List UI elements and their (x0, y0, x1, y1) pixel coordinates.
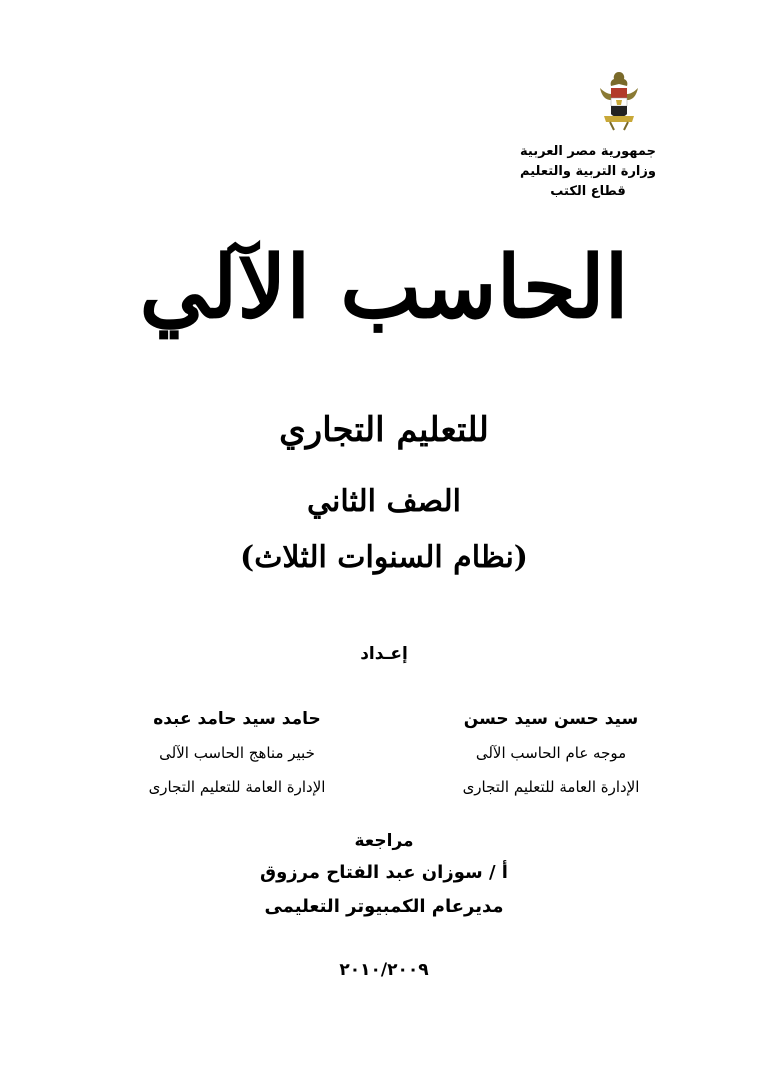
country-name: جمهورية مصر العربية (520, 144, 656, 159)
author-title: موجه عام الحاسب الآلى (475, 744, 627, 762)
ministry-header (478, 142, 698, 202)
sector-name: قطاع الكتب (550, 184, 626, 199)
academic-year: ٢٠١٠/٢٠٠٩ (339, 960, 429, 980)
author-name: سيد حسن سيد حسن (463, 709, 639, 729)
subtitle-education-track: للتعليم التجاري (279, 410, 489, 450)
reviewer-title: مديرعام الكمبيوتر التعليمى (264, 896, 504, 917)
author-name: حامد سيد حامد عبده (153, 709, 321, 729)
author-block-2 (92, 702, 382, 804)
author-organization: الإدارة العامة للتعليم التجارى (462, 778, 640, 796)
subtitle-grade: الصف الثاني (306, 484, 461, 519)
subtitle-system: (نظام السنوات الثلاث) (240, 540, 528, 575)
review-block (0, 826, 768, 924)
book-title: الحاسب الآلي (139, 237, 629, 338)
review-label: مراجعة (354, 831, 414, 851)
egypt-eagle-emblem (596, 70, 642, 134)
author-block-1 (406, 702, 696, 804)
reviewer-name: أ / سوزان عبد الفتاح مرزوق (260, 862, 508, 883)
author-title: خبير مناهج الحاسب الآلى (159, 744, 315, 762)
prepared-by-label: إعـداد (360, 644, 408, 664)
ministry-name: وزارة التربية والتعليم (520, 164, 656, 179)
author-organization: الإدارة العامة للتعليم التجارى (148, 778, 326, 796)
